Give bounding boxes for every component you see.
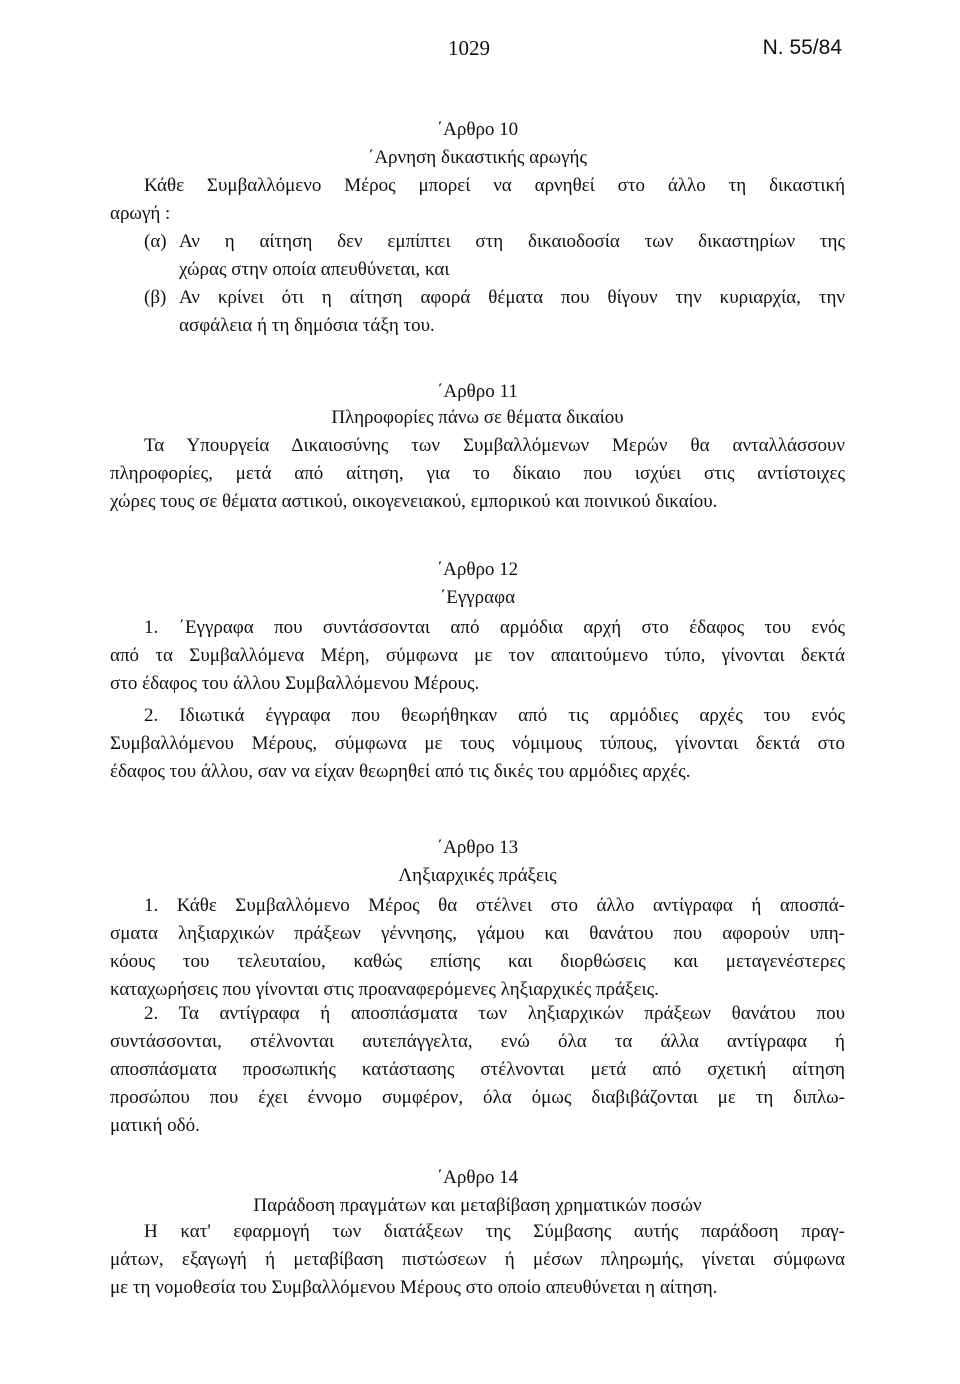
article-10-title: ΄Αρνηση δικαστικής αρωγής (368, 147, 587, 168)
article-14-body: Η κατ' εφαρμογή των διατάξεων της Σύμβασης αυτής παράδοση πραγ- μάτων, εξαγωγή ή μεταβίβαση πιστώσεων ή μέσων πληρωμής, γίνεται σύμφωνα με τη νομοθεσία του Συμβαλλόμενου Μέρους στο οποίο απευθύνεται η αίτηση. (110, 1221, 845, 1298)
article-14-heading: ΄Αρθρο 14 (436, 1167, 519, 1188)
article-10-item-b: (β) Αν κρίνει ότι η αίτηση αφορά θέματα που θίγουν την κυριαρχία, την ασφάλεια ή τη δημόσια τάξη του. (144, 287, 845, 336)
article-10-heading: ΄Αρθρο 10 (436, 119, 519, 140)
law-reference: Ν. 55/84 (762, 36, 842, 59)
article-11-body: Τα Υπουργεία Δικαιοσύνης των Συμβαλλόμενων Μερών θα ανταλλάσσουν πληροφορίες, μετά από αίτηση, για το δίκαιο που ισχύει στις αντίστοιχες χώρες τους σε θέματα αστικού, οικογενειακού, εμπορικού και ποινικού δικαίου. (110, 435, 845, 512)
article-13-para-1: 1. Κάθε Συμβαλλόμενο Μέρος θα στέλνει στο άλλο αντίγραφα ή αποσπά- σματα ληξιαρχικών πράξεων γέννησης, γάμου και θανάτου που αφορούν υπη- κόους του τελευταίου, καθώς επίσης και διορθώσεις και μεταγενέστερες καταχωρήσεις που γίνονται στις προαναφερόμενες ληξιαρχικές πράξεις. (110, 895, 845, 1000)
article-11-heading: ΄Αρθρο 11 (437, 381, 518, 402)
article-12-heading: ΄Αρθρο 12 (436, 559, 519, 580)
article-12-title: ΄Εγγραφα (439, 587, 516, 608)
article-13-title: Ληξιαρχικές πράξεις (398, 865, 557, 886)
article-11-title: Πληροφορίες πάνω σε θέματα δικαίου (331, 407, 624, 428)
page-number: 1029 (448, 36, 490, 60)
article-12-para-2: 2. Ιδιωτικά έγγραφα που θεωρήθηκαν από τις αρμόδιες αρχές του ενός Συμβαλλόμενου Μέρους, σύμφωνα με τους νόμιμους τύπους, γίνονται δεκτά στο έδαφος του άλλου, σαν να είχαν θεωρηθεί από τις δικές του αρμόδιες αρχές. (110, 705, 845, 782)
article-12-para-1: 1. ΄Εγγραφα που συντάσσονται από αρμόδια αρχή στο έδαφος του ενός από τα Συμβαλλόμενα Μέρη, σύμφωνα με τον απαιτούμενο τύπο, γίνονται δεκτά στο έδαφος του άλλου Συμβαλλόμενου Μέρους. (110, 617, 845, 694)
article-10-intro: Κάθε Συμβαλλόμενο Μέρος μπορεί να αρνηθεί στο άλλο τη δικαστική αρωγή : (110, 175, 845, 224)
article-10-item-a: (α) Αν η αίτηση δεν εμπίπτει στη δικαιοδοσία των δικαστηρίων της χώρας στην οποία απευθύνεται, και (144, 231, 845, 280)
article-13-heading: ΄Αρθρο 13 (436, 837, 519, 858)
article-13-para-2: 2. Τα αντίγραφα ή αποσπάσματα των ληξιαρχικών πράξεων θανάτου που συντάσσονται, στέλνονται αυτεπάγγελτα, ενώ όλα τα άλλα αντίγραφα ή αποσπάσματα προσωπικής κατάστασης στέλνονται μετά από σχετική αίτηση προσώπου που έχει έννομο συμφέρον, όλα όμως διαβιβάζονται με τη διπλω- ματική οδό. (110, 1003, 845, 1136)
article-14-title: Παράδοση πραγμάτων και μεταβίβαση χρηματικών ποσών (253, 1195, 702, 1216)
